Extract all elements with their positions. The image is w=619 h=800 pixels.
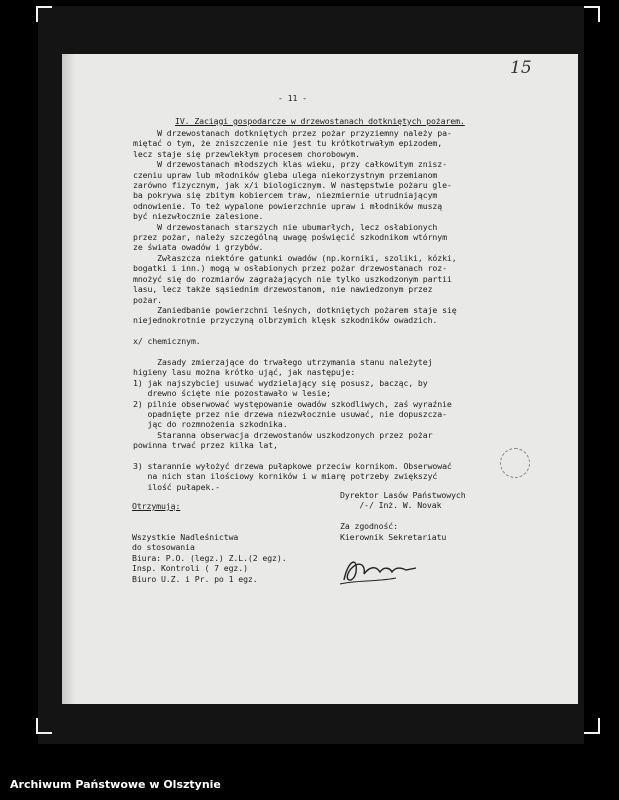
signature-line: Za zgodność: [340,521,398,532]
recipient-line: Biura: P.O. (legz.) Z.L.(2 egz). [132,552,287,563]
body-line: 2) pilnie obserwować występowanie owadów szkodliwych, zaś wyraźnie [133,398,452,409]
signature-line: Kierownik Sekretariatu [340,531,447,542]
body-line: W drzewostanach starszych nie ubumarłych, lecz osłabionych [133,221,438,232]
page-edge-shadow [62,54,76,704]
signature-line: Dyrektor Lasów Państwowych [340,490,466,500]
body-line: lecz staje się przewlekłym procesem chorobowym. [133,148,360,159]
body-line: bogatki i inn.) mogą w osłabionych przez pożar drzewostanach roz- [133,263,447,274]
body-line: ilość pułapek.- [133,481,220,492]
body-line [133,326,457,336]
crop-mark-top-left [36,6,52,22]
body-line: ba pokrywa się zbitym kobiercem traw, niezmiernie utrudniającym [133,190,438,201]
signature-line [340,511,466,521]
recipient-line: Biuro U.Z. i Pr. po 1 egz. [132,573,258,584]
handwritten-signature [336,550,426,590]
section-heading: IV. Zaciągi gospodarcze w drzewostanach dotkniętych pożarem. [175,116,465,126]
body-line [133,451,457,461]
body-line: na nich stan ilościowy korników i w miarę potrzeby zwiększyć [133,471,438,482]
body-line: drewno ścięte nie pozostawało w lesie; [133,388,332,399]
body-line: Zasady zmierzające do trwałego utrzymania stanu należytej [133,356,433,367]
body-line: 3) starannie wyłożyć drzewa pułapkowe przeciw kornikom. Obserwować [133,461,452,471]
body-line: ze świata owadów i grzybów. [133,242,264,253]
body-line: zarówno fizycznym, jak x/i biologicznym. W następstwie pożaru gle- [133,180,452,191]
body-line: powinna trwać przez kilka lat, [133,440,278,451]
body-line: miętać o tym, że zniszczenie nie jest tu krótkotrwałym epizodem, [133,138,443,149]
body-line: Zaniedbanie powierzchni leśnych, dotkniętych pożarem staje się [133,304,457,315]
recipient-line: Insp. Kontroli ( 7 egz.) [132,563,248,574]
body-line: przez pożar, należy szczególną uwagę poświęcić szkodnikom wtórnym [133,232,447,243]
crop-mark-bottom-right [584,718,600,734]
recipient-line: Wszystkie Nadleśnictwa [132,532,239,543]
recipients-title: Otrzymują: [132,500,181,511]
body-line: higieny lasu można krótko ująć, jak następuje: [133,367,356,378]
body-line: Zwłaszcza niektóre gatunki owadów (np.korniki, szoliki, kózki, [133,252,457,263]
document-body [133,128,457,492]
body-line: Staranna obserwacja drzewostanów uszkodzonych przez pożar [133,429,433,440]
recipients-list [132,532,287,584]
body-line [133,347,457,357]
body-line: opadnięte przez nie drzewa niezwłocznie usuwać, nie dopuszcza- [133,408,447,419]
body-line: pożar. [133,294,162,305]
body-line: niejednokrotnie przyczyną olbrzymich klęsk szkodników owadzich. [133,315,438,326]
crop-mark-bottom-left [36,718,52,734]
recipient-line: do stosowania [132,542,195,553]
body-line: odnowienie. To też wypalone powierzchnie upraw i młodników muszą [133,200,443,211]
body-line: W drzewostanach młodszych klas wieku, przy całkowitym znisz- [133,159,447,170]
body-line: mnożyć się do rozmiarów zagrażających nie tylko uszkodzonym partii [133,273,452,284]
handwritten-page-number: 15 [510,58,532,78]
stamp-mark [500,448,530,478]
recipients-block [132,480,287,594]
body-line: 1) jak najszybciej usuwać wydzielający się posusz, bacząc, by [133,377,428,388]
body-line: być niezwłocznie zalesione. [133,211,264,222]
body-line: lasu, lecz także sąsiednim drzewostanom, nie nawiedzonym przez [133,284,433,295]
body-line: W drzewostanach dotkniętych przez pożar przyziemny należy pa- [133,128,452,138]
body-line: czeniu upraw lub młodników gleba ulega niekorzystnym przemianom [133,169,438,180]
signature-line: /-/ Inż. W. Novak [340,500,442,511]
signature-block [340,490,466,542]
body-line: jąc do rozmnożenia szkodnika. [133,419,288,430]
archive-label: Archiwum Państwowe w Olsztynie [10,778,221,791]
body-line: x/ chemicznym. [133,336,201,347]
page-header: - 11 - [278,93,307,103]
crop-mark-top-right [584,6,600,22]
